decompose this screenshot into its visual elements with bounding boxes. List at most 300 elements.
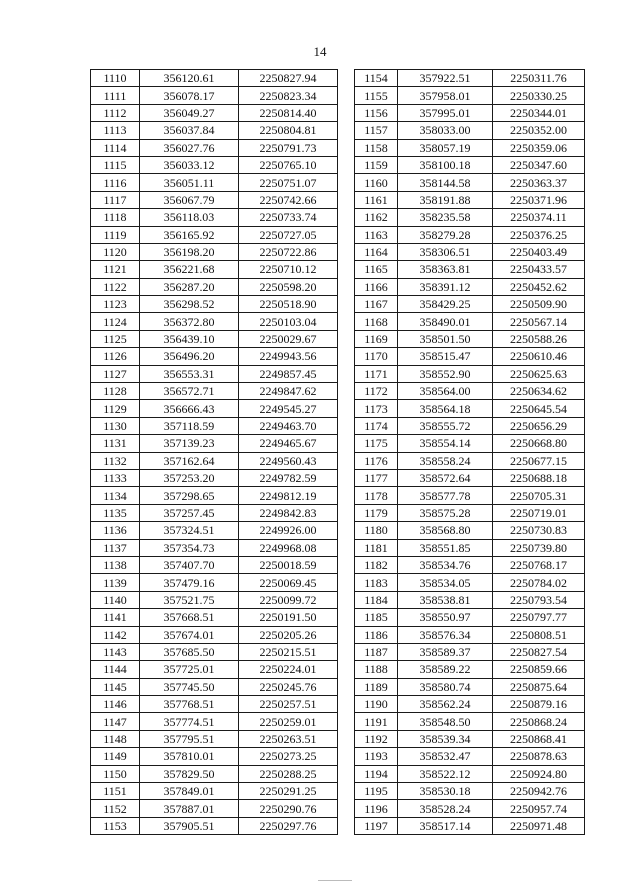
y-coordinate-cell: 2250433.57 [493,261,585,278]
y-coordinate-cell: 2249943.56 [239,348,338,365]
x-coordinate-cell: 358550.97 [398,609,493,626]
y-coordinate-cell: 2250719.01 [493,504,585,521]
point-number-cell: 1149 [91,748,140,765]
point-number-cell: 1160 [355,174,398,191]
table-row [355,261,585,278]
table-row [91,191,338,208]
point-number-cell: 1180 [355,522,398,539]
y-coordinate-cell: 2250784.02 [493,574,585,591]
table-row [91,696,338,713]
x-coordinate-cell: 356372.80 [140,313,239,330]
x-coordinate-cell: 358279.28 [398,226,493,243]
table-row [91,800,338,817]
table-row [355,139,585,156]
x-coordinate-cell: 356572.71 [140,383,239,400]
y-coordinate-cell: 2250259.01 [239,713,338,730]
x-coordinate-cell: 357139.23 [140,435,239,452]
x-coordinate-cell: 356067.79 [140,191,239,208]
x-coordinate-cell: 358538.81 [398,591,493,608]
point-number-cell: 1152 [91,800,140,817]
point-number-cell: 1192 [355,730,398,747]
table-row [91,817,338,834]
x-coordinate-cell: 358429.25 [398,296,493,313]
y-coordinate-cell: 2249847.62 [239,383,338,400]
point-number-cell: 1114 [91,139,140,156]
x-coordinate-cell: 357253.20 [140,469,239,486]
y-coordinate-cell: 2250598.20 [239,278,338,295]
x-coordinate-cell: 358530.18 [398,783,493,800]
table-row [355,209,585,226]
y-coordinate-cell: 2250018.59 [239,556,338,573]
x-coordinate-cell: 358144.58 [398,174,493,191]
y-coordinate-cell: 2250374.11 [493,209,585,226]
y-coordinate-cell: 2250359.06 [493,139,585,156]
y-coordinate-cell: 2250814.40 [239,104,338,121]
x-coordinate-cell: 358576.34 [398,626,493,643]
table-row [355,643,585,660]
point-number-cell: 1169 [355,330,398,347]
y-coordinate-cell: 2250069.45 [239,574,338,591]
table-row [91,243,338,260]
x-coordinate-cell: 356439.10 [140,330,239,347]
y-coordinate-cell: 2250971.48 [493,817,585,834]
point-number-cell: 1171 [355,365,398,382]
point-number-cell: 1170 [355,348,398,365]
table-row [91,261,338,278]
y-coordinate-cell: 2250793.54 [493,591,585,608]
point-number-cell: 1111 [91,87,140,104]
point-number-cell: 1185 [355,609,398,626]
y-coordinate-cell: 2250739.80 [493,539,585,556]
table-row [91,556,338,573]
x-coordinate-cell: 358558.24 [398,452,493,469]
y-coordinate-cell: 2250742.66 [239,191,338,208]
y-coordinate-cell: 2250311.76 [493,70,585,87]
x-coordinate-cell: 358515.47 [398,348,493,365]
table-row [355,330,585,347]
point-number-cell: 1151 [91,783,140,800]
table-row [91,748,338,765]
table-row [355,730,585,747]
x-coordinate-cell: 356037.84 [140,122,239,139]
y-coordinate-cell: 2250290.76 [239,800,338,817]
x-coordinate-cell: 358552.90 [398,365,493,382]
table-row [355,765,585,782]
x-coordinate-cell: 357354.73 [140,539,239,556]
y-coordinate-cell: 2250215.51 [239,643,338,660]
x-coordinate-cell: 356666.43 [140,400,239,417]
y-coordinate-cell: 2250823.34 [239,87,338,104]
point-number-cell: 1121 [91,261,140,278]
table-row [91,348,338,365]
x-coordinate-cell: 358568.80 [398,522,493,539]
point-number-cell: 1124 [91,313,140,330]
x-coordinate-cell: 358564.00 [398,383,493,400]
x-coordinate-cell: 356165.92 [140,226,239,243]
x-coordinate-cell: 357810.01 [140,748,239,765]
x-coordinate-cell: 356120.61 [140,70,239,87]
table-row [91,209,338,226]
x-coordinate-cell: 358548.50 [398,713,493,730]
y-coordinate-cell: 2250668.80 [493,435,585,452]
table-row [91,400,338,417]
x-coordinate-cell: 357257.45 [140,504,239,521]
table-row [355,713,585,730]
point-number-cell: 1122 [91,278,140,295]
point-number-cell: 1196 [355,800,398,817]
point-number-cell: 1138 [91,556,140,573]
table-row [355,609,585,626]
table-row [355,487,585,504]
y-coordinate-cell: 2250797.77 [493,609,585,626]
point-number-cell: 1162 [355,209,398,226]
point-number-cell: 1187 [355,643,398,660]
y-coordinate-cell: 2250191.50 [239,609,338,626]
table-row [91,122,338,139]
point-number-cell: 1165 [355,261,398,278]
point-number-cell: 1176 [355,452,398,469]
x-coordinate-cell: 358575.28 [398,504,493,521]
table-row [355,348,585,365]
point-number-cell: 1140 [91,591,140,608]
x-coordinate-cell: 357745.50 [140,678,239,695]
point-number-cell: 1129 [91,400,140,417]
y-coordinate-cell: 2250567.14 [493,313,585,330]
y-coordinate-cell: 2249842.83 [239,504,338,521]
x-coordinate-cell: 357298.65 [140,487,239,504]
y-coordinate-cell: 2250273.25 [239,748,338,765]
x-coordinate-cell: 358534.76 [398,556,493,573]
table-row [91,139,338,156]
y-coordinate-cell: 2250297.76 [239,817,338,834]
y-coordinate-cell: 2250827.94 [239,70,338,87]
point-number-cell: 1143 [91,643,140,660]
table-row [91,487,338,504]
y-coordinate-cell: 2250610.46 [493,348,585,365]
point-number-cell: 1150 [91,765,140,782]
point-number-cell: 1125 [91,330,140,347]
x-coordinate-cell: 358577.78 [398,487,493,504]
table-row [91,156,338,173]
y-coordinate-cell: 2249926.00 [239,522,338,539]
page-number: 14 [313,44,327,59]
point-number-cell: 1135 [91,504,140,521]
y-coordinate-cell: 2250103.04 [239,313,338,330]
x-coordinate-cell: 358580.74 [398,678,493,695]
table-row [91,643,338,660]
y-coordinate-cell: 2250403.49 [493,243,585,260]
x-coordinate-cell: 356553.31 [140,365,239,382]
point-number-cell: 1132 [91,452,140,469]
x-coordinate-cell: 358363.81 [398,261,493,278]
table-row [355,243,585,260]
point-number-cell: 1156 [355,104,398,121]
x-coordinate-cell: 358572.64 [398,469,493,486]
y-coordinate-cell: 2249463.70 [239,417,338,434]
y-coordinate-cell: 2250291.25 [239,783,338,800]
y-coordinate-cell: 2250722.86 [239,243,338,260]
table-row [91,278,338,295]
table-row [355,783,585,800]
x-coordinate-cell: 356118.03 [140,209,239,226]
y-coordinate-cell: 2250625.63 [493,365,585,382]
point-number-cell: 1194 [355,765,398,782]
table-row [355,104,585,121]
x-coordinate-cell: 357768.51 [140,696,239,713]
table-row [91,678,338,695]
table-row [355,556,585,573]
y-coordinate-cell: 2250371.96 [493,191,585,208]
y-coordinate-cell: 2250518.90 [239,296,338,313]
table-row [355,400,585,417]
point-number-cell: 1174 [355,417,398,434]
x-coordinate-cell: 356298.52 [140,296,239,313]
table-row [91,296,338,313]
y-coordinate-cell: 2250376.25 [493,226,585,243]
y-coordinate-cell: 2250957.74 [493,800,585,817]
x-coordinate-cell: 358391.12 [398,278,493,295]
point-number-cell: 1193 [355,748,398,765]
x-coordinate-cell: 357829.50 [140,765,239,782]
x-coordinate-cell: 356287.20 [140,278,239,295]
x-coordinate-cell: 356221.68 [140,261,239,278]
point-number-cell: 1159 [355,156,398,173]
point-number-cell: 1178 [355,487,398,504]
x-coordinate-cell: 358564.18 [398,400,493,417]
point-number-cell: 1182 [355,556,398,573]
table-row [355,800,585,817]
table-row [91,383,338,400]
table-row [91,174,338,191]
y-coordinate-cell: 2250751.07 [239,174,338,191]
y-coordinate-cell: 2250347.60 [493,156,585,173]
x-coordinate-cell: 357674.01 [140,626,239,643]
y-coordinate-cell: 2250942.76 [493,783,585,800]
point-number-cell: 1190 [355,696,398,713]
point-number-cell: 1133 [91,469,140,486]
x-coordinate-cell: 356198.20 [140,243,239,260]
table-row [91,330,338,347]
point-number-cell: 1153 [91,817,140,834]
table-row [355,522,585,539]
point-number-cell: 1161 [355,191,398,208]
table-row [355,87,585,104]
x-coordinate-cell: 357521.75 [140,591,239,608]
y-coordinate-cell: 2250768.17 [493,556,585,573]
y-coordinate-cell: 2250263.51 [239,730,338,747]
x-coordinate-cell: 357922.51 [398,70,493,87]
coordinates-table-left [90,69,338,835]
point-number-cell: 1184 [355,591,398,608]
y-coordinate-cell: 2250791.73 [239,139,338,156]
x-coordinate-cell: 358589.22 [398,661,493,678]
y-coordinate-cell: 2250730.83 [493,522,585,539]
table-row [91,765,338,782]
point-number-cell: 1188 [355,661,398,678]
point-number-cell: 1155 [355,87,398,104]
point-number-cell: 1146 [91,696,140,713]
point-number-cell: 1172 [355,383,398,400]
x-coordinate-cell: 356027.76 [140,139,239,156]
table-row [355,278,585,295]
table-row [355,696,585,713]
y-coordinate-cell: 2250808.51 [493,626,585,643]
y-coordinate-cell: 2250344.01 [493,104,585,121]
table-row [355,435,585,452]
table-row [91,87,338,104]
x-coordinate-cell: 358562.24 [398,696,493,713]
x-coordinate-cell: 356051.11 [140,174,239,191]
table-row [355,365,585,382]
y-coordinate-cell: 2249968.08 [239,539,338,556]
point-number-cell: 1168 [355,313,398,330]
point-number-cell: 1158 [355,139,398,156]
y-coordinate-cell: 2250352.00 [493,122,585,139]
y-coordinate-cell: 2250645.54 [493,400,585,417]
y-coordinate-cell: 2250509.90 [493,296,585,313]
x-coordinate-cell: 357958.01 [398,87,493,104]
point-number-cell: 1175 [355,435,398,452]
table-row [355,539,585,556]
x-coordinate-cell: 358306.51 [398,243,493,260]
y-coordinate-cell: 2250677.15 [493,452,585,469]
y-coordinate-cell: 2250099.72 [239,591,338,608]
table-row [355,417,585,434]
y-coordinate-cell: 2250827.54 [493,643,585,660]
point-number-cell: 1148 [91,730,140,747]
y-coordinate-cell: 2250875.64 [493,678,585,695]
point-number-cell: 1197 [355,817,398,834]
x-coordinate-cell: 357905.51 [140,817,239,834]
x-coordinate-cell: 356049.27 [140,104,239,121]
table-row [91,469,338,486]
point-number-cell: 1113 [91,122,140,139]
y-coordinate-cell: 2250879.16 [493,696,585,713]
table-row [91,713,338,730]
point-number-cell: 1163 [355,226,398,243]
point-number-cell: 1115 [91,156,140,173]
x-coordinate-cell: 358534.05 [398,574,493,591]
point-number-cell: 1191 [355,713,398,730]
point-number-cell: 1134 [91,487,140,504]
point-number-cell: 1166 [355,278,398,295]
point-number-cell: 1157 [355,122,398,139]
y-coordinate-cell: 2250029.67 [239,330,338,347]
coordinates-table-right [354,69,585,835]
y-coordinate-cell: 2250245.76 [239,678,338,695]
y-coordinate-cell: 2249560.43 [239,452,338,469]
table-row [91,417,338,434]
table-row [355,452,585,469]
x-coordinate-cell: 357995.01 [398,104,493,121]
table-row [355,296,585,313]
point-number-cell: 1183 [355,574,398,591]
y-coordinate-cell: 2250634.62 [493,383,585,400]
x-coordinate-cell: 357725.01 [140,661,239,678]
x-coordinate-cell: 357685.50 [140,643,239,660]
y-coordinate-cell: 2250363.37 [493,174,585,191]
table-row [91,539,338,556]
table-row [91,574,338,591]
x-coordinate-cell: 356496.20 [140,348,239,365]
x-coordinate-cell: 356078.17 [140,87,239,104]
table-row [355,122,585,139]
x-coordinate-cell: 358554.14 [398,435,493,452]
y-coordinate-cell: 2250452.62 [493,278,585,295]
scan-artifact-line [318,880,352,881]
x-coordinate-cell: 357162.64 [140,452,239,469]
coordinates-table-left-body [91,70,338,835]
x-coordinate-cell: 358057.19 [398,139,493,156]
point-number-cell: 1147 [91,713,140,730]
y-coordinate-cell: 2249465.67 [239,435,338,452]
y-coordinate-cell: 2250733.74 [239,209,338,226]
point-number-cell: 1120 [91,243,140,260]
table-row [355,226,585,243]
point-number-cell: 1154 [355,70,398,87]
x-coordinate-cell: 357118.59 [140,417,239,434]
table-row [91,626,338,643]
x-coordinate-cell: 357407.70 [140,556,239,573]
table-row [91,661,338,678]
table-row [91,591,338,608]
point-number-cell: 1141 [91,609,140,626]
y-coordinate-cell: 2249857.45 [239,365,338,382]
x-coordinate-cell: 358100.18 [398,156,493,173]
x-coordinate-cell: 358551.85 [398,539,493,556]
point-number-cell: 1116 [91,174,140,191]
point-number-cell: 1123 [91,296,140,313]
point-number-cell: 1142 [91,626,140,643]
point-number-cell: 1110 [91,70,140,87]
table-row [355,817,585,834]
y-coordinate-cell: 2249782.59 [239,469,338,486]
point-number-cell: 1139 [91,574,140,591]
table-row [355,626,585,643]
x-coordinate-cell: 357774.51 [140,713,239,730]
y-coordinate-cell: 2250804.81 [239,122,338,139]
table-row [91,504,338,521]
table-row [355,174,585,191]
y-coordinate-cell: 2250288.25 [239,765,338,782]
point-number-cell: 1128 [91,383,140,400]
table-row [91,365,338,382]
table-row [91,452,338,469]
table-row [355,748,585,765]
point-number-cell: 1179 [355,504,398,521]
table-row [355,313,585,330]
x-coordinate-cell: 358501.50 [398,330,493,347]
x-coordinate-cell: 358517.14 [398,817,493,834]
point-number-cell: 1189 [355,678,398,695]
table-row [355,383,585,400]
point-number-cell: 1167 [355,296,398,313]
y-coordinate-cell: 2250727.05 [239,226,338,243]
table-row [91,226,338,243]
point-number-cell: 1130 [91,417,140,434]
table-row [91,313,338,330]
table-row [91,522,338,539]
point-number-cell: 1112 [91,104,140,121]
y-coordinate-cell: 2250330.25 [493,87,585,104]
y-coordinate-cell: 2250765.10 [239,156,338,173]
point-number-cell: 1145 [91,678,140,695]
y-coordinate-cell: 2250924.80 [493,765,585,782]
point-number-cell: 1119 [91,226,140,243]
y-coordinate-cell: 2250868.41 [493,730,585,747]
point-number-cell: 1137 [91,539,140,556]
table-row [91,104,338,121]
